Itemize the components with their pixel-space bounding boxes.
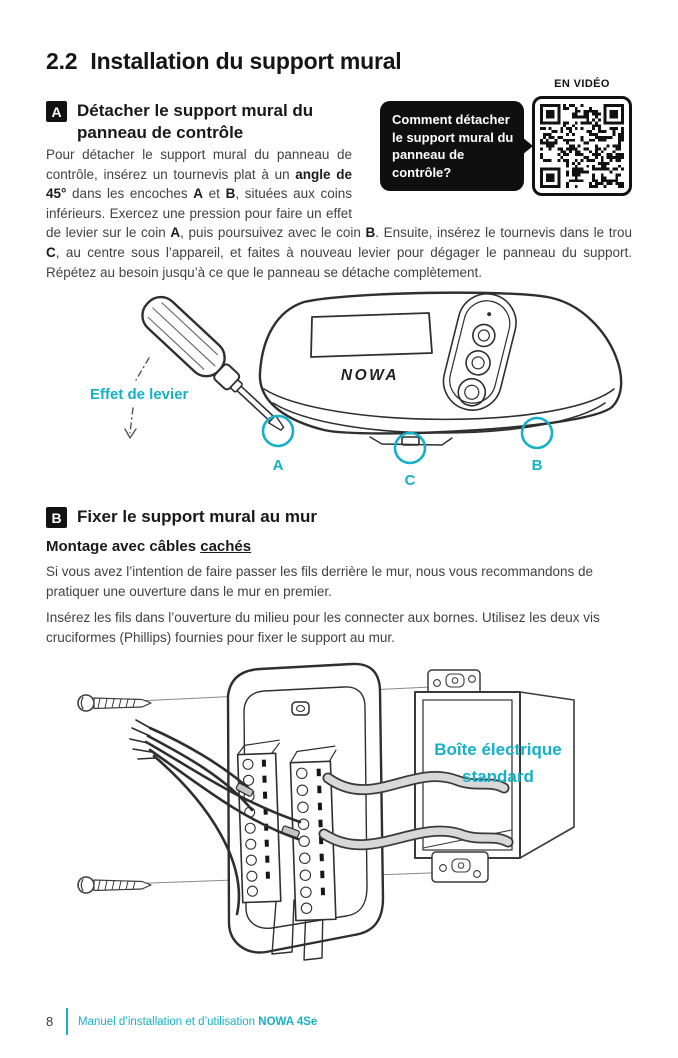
lever-annotation [90,358,189,438]
box-label-line1: Boîte électrique [434,740,562,759]
page-title [46,48,401,75]
device-brand-logo: NOWA [340,367,400,384]
callout-label-a: A [272,457,284,474]
section-a-heading [77,100,313,143]
qr-code[interactable] [532,96,632,196]
footer-product-name: NOWA 4Se [258,1015,318,1028]
lever-arrowhead [125,429,136,438]
video-question-bubble [380,101,524,191]
box-label-line2: standard [462,767,534,786]
page-footer [46,1008,317,1035]
lever-arrow-line [130,408,133,433]
video-label: EN VIDÉO [554,78,610,90]
section-a-paragraph: Pour détacher le support mural du panneau de contrôle, insérez un tournevis plat à un angle de 45° dans les encoches A et B, situées aux coins inférieurs. Exercez une pression pour faire un effet de levier sur le coin A, puis poursuivez avec le coin B. Ensuite, insérez le tournevis dans le trou C, au centre sous l’appareil, et faites à nouveau levier pour dégager le panneau du support. Répétez au besoin jusqu’à ce que le panneau se détache complètement. [46,147,632,280]
section-b-heading: Fixer le support mural au mur [77,507,317,526]
top-screw [78,695,151,711]
section-b-paragraph-1: Si vous avez l’intention de faire passer les fils derrière le mur, nous vous recommandons de pratiquer une ouverture dans le mur en premier. [46,564,594,599]
section-title: Installation du support mural [90,48,402,74]
section-b-heading-row [46,506,317,528]
footer-manual-label: Manuel d’installation et d’utilisation [78,1015,259,1028]
montage-subheading: Montage avec câbles cachés [46,538,252,555]
detach-panel-illustration [70,287,630,492]
step-b-badge: B [46,507,67,528]
callout-label-b: B [531,457,543,474]
section-b-paragraph-2: Insérez les fils dans l’ouverture du milieu pour les connecter aux bornes. Utilisez les deux vis cruciformes (Phillips) fournies pour fixer le support au mur. [46,610,600,645]
page-number: 8 [46,1014,54,1029]
video-question-text: Comment détacher le support mural du panneau de contrôle? [392,112,514,180]
section-a-heading-line2: panneau de contrôle [77,122,244,142]
footer-divider [66,1008,68,1035]
qr-code-pattern [540,104,624,188]
device-body [260,293,621,434]
section-a-heading-line1: Détacher le support mural du [77,101,314,120]
section-a-heading-row [46,100,313,143]
device-center-tab [370,437,452,445]
footer-text [78,1016,317,1028]
wall-mount-illustration [60,662,640,972]
thermostat-device [260,288,621,445]
lever-leader-line [136,358,149,380]
callout-label-c: C [404,472,416,489]
section-number: 2.2 [46,48,78,74]
section-a-body [46,78,632,282]
bubble-tail [522,137,533,155]
step-a-badge: A [46,101,67,122]
device-screen [311,313,432,357]
bottom-screw [78,877,151,893]
lever-label: Effet de levier [90,386,189,403]
wire-frayed-ends [130,720,155,759]
video-row [380,96,632,196]
box-bottom-tab [432,852,488,882]
video-callout [380,78,632,196]
